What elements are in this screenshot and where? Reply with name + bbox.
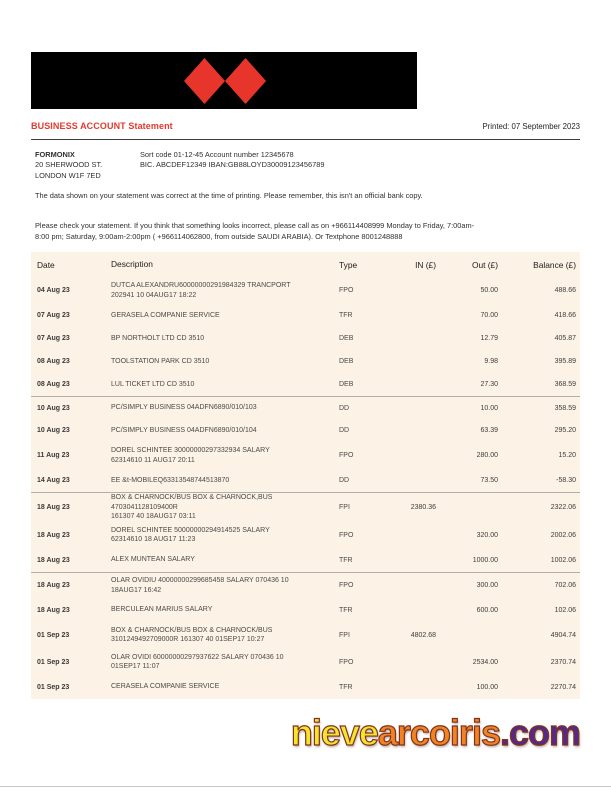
transaction-in-amount: 2380.36 bbox=[410, 503, 436, 511]
transaction-description-line1: ALEX MUNTEAN SALARY bbox=[111, 556, 195, 564]
transaction-description bbox=[111, 311, 333, 321]
transaction-out-amount: 300.00 bbox=[476, 582, 498, 590]
transaction-description-line2: 3101249492709000R 161307 40 01SEP17 10:27 bbox=[111, 636, 265, 644]
transaction-out-amount: 9.98 bbox=[484, 358, 498, 365]
table-row bbox=[31, 304, 580, 327]
transaction-balance: 295.20 bbox=[554, 427, 576, 434]
transaction-balance: 418.66 bbox=[554, 312, 576, 319]
title-divider bbox=[31, 139, 580, 140]
transaction-description-line2: 62314610 18 AUG17 11:23 bbox=[111, 536, 196, 544]
transaction-description bbox=[111, 576, 333, 595]
transaction-out-amount: 70.00 bbox=[480, 312, 498, 319]
account-address-line1: 20 SHERWOOD ST. bbox=[35, 160, 103, 170]
transaction-date: 04 Aug 23 bbox=[37, 287, 70, 294]
transaction-description bbox=[111, 403, 333, 413]
table-row bbox=[31, 676, 580, 699]
table-row bbox=[31, 469, 580, 492]
transaction-out-amount: 27.30 bbox=[480, 381, 498, 388]
transaction-type: TFR bbox=[339, 556, 353, 564]
table-row bbox=[31, 622, 580, 649]
transaction-balance: 405.87 bbox=[554, 335, 576, 342]
transaction-description bbox=[111, 281, 333, 300]
printed-date: Printed: 07 September 2023 bbox=[482, 122, 580, 131]
transaction-date: 11 Aug 23 bbox=[37, 452, 70, 459]
check-statement-line1: Please check your statement. If you think that something looks incorrect, please call as on +966114408999 Monday to Friday, 7:00am- bbox=[35, 221, 475, 230]
transaction-description-line1: TOOLSTATION PARK CD 3510 bbox=[111, 357, 210, 365]
transaction-type: FPO bbox=[339, 287, 354, 294]
transaction-balance: 395.89 bbox=[554, 358, 576, 365]
hsbc-hexagon-icon bbox=[184, 58, 266, 104]
transaction-type: TFR bbox=[339, 683, 353, 691]
transaction-date: 08 Aug 23 bbox=[37, 381, 70, 388]
transaction-type: FPI bbox=[339, 503, 350, 511]
transaction-date: 01 Sep 23 bbox=[37, 631, 70, 639]
transaction-description-line1: BOX & CHARNOCK/BUS BOX & CHARNOCK/BUS bbox=[111, 626, 273, 634]
transaction-description bbox=[111, 605, 333, 615]
transactions-header-row bbox=[31, 252, 580, 277]
transaction-out-amount: 50.00 bbox=[480, 287, 498, 294]
transaction-type: FPO bbox=[339, 582, 354, 590]
transaction-description-line1: OLAR OVIDIU 40000000299685458 SALARY 070436 10 bbox=[111, 577, 289, 585]
transaction-type: TFR bbox=[339, 312, 353, 319]
transaction-date: 01 Sep 23 bbox=[37, 683, 70, 691]
transaction-balance: 15.20 bbox=[558, 452, 576, 459]
transaction-description-line2: 62314610 11 AUG17 20:11 bbox=[111, 456, 195, 464]
column-header-date: Date bbox=[37, 259, 55, 270]
transaction-description bbox=[111, 357, 333, 367]
table-row bbox=[31, 442, 580, 469]
transaction-description-line1: CERASELA COMPANIE SERVICE bbox=[111, 683, 220, 691]
table-row bbox=[31, 549, 580, 572]
transaction-description-line2: 18AUG17 16:42 bbox=[111, 586, 162, 594]
transaction-description-line2: 202941 10 04AUG17 18:22 bbox=[111, 291, 197, 299]
account-holder-block bbox=[35, 150, 102, 181]
transaction-type: DEB bbox=[339, 381, 354, 388]
bic-iban: BIC. ABCDEF12349 IBAN:GB88LOYD30009123456789 bbox=[140, 160, 325, 170]
transaction-description-line1: DUTCA ALEXANDRU60000000291984329 TRANCPORT bbox=[111, 281, 291, 289]
transaction-type: DD bbox=[339, 404, 350, 412]
transaction-description-line2: 161307 40 18AUG17 03:11 bbox=[111, 513, 196, 521]
transaction-description bbox=[111, 334, 333, 344]
transaction-balance: 358.59 bbox=[554, 404, 576, 412]
transaction-balance: 702.06 bbox=[554, 582, 576, 590]
transaction-out-amount: 280.00 bbox=[476, 452, 498, 459]
transaction-description-line1: BOX & CHARNOCK/BUS BOX & CHARNOCK,BUS 4703041128109400R bbox=[111, 494, 273, 511]
transaction-date: 08 Aug 23 bbox=[37, 358, 70, 365]
table-row bbox=[31, 492, 580, 522]
account-address-line2: LONDON W1F 7ED bbox=[35, 170, 101, 180]
transaction-description-line1: BP NORTHOLT LTD CD 3510 bbox=[111, 334, 205, 342]
transaction-balance: 2002.06 bbox=[550, 531, 576, 539]
transaction-date: 01 Sep 23 bbox=[37, 658, 70, 666]
transaction-type: FPI bbox=[339, 631, 350, 639]
transaction-out-amount: 10.00 bbox=[480, 404, 498, 412]
transactions-table bbox=[31, 252, 580, 699]
transaction-out-amount: 73.50 bbox=[480, 477, 498, 484]
transaction-out-amount: 320.00 bbox=[476, 531, 498, 539]
page-title: BUSINESS ACCOUNT Statement bbox=[31, 121, 173, 131]
transaction-description bbox=[111, 682, 333, 692]
transaction-balance: 488.66 bbox=[554, 287, 576, 294]
transaction-date: 18 Aug 23 bbox=[37, 606, 70, 614]
transaction-description-line1: PC/SIMPLY BUSINESS 04ADFN6890/010/103 bbox=[111, 404, 257, 412]
data-correct-notice: The data shown on your statement was correct at the time of printing. Please remember, this isn't an official bank copy. bbox=[35, 191, 423, 200]
transaction-description-line1: LUL TICKET LTD CD 3510 bbox=[111, 380, 195, 388]
transaction-balance: 2370.74 bbox=[550, 658, 576, 666]
transaction-description-line1: PC/SIMPLY BUSINESS 04ADFN6890/010/104 bbox=[111, 426, 257, 434]
transaction-balance: -58.30 bbox=[556, 477, 576, 484]
transaction-out-amount: 100.00 bbox=[476, 683, 498, 691]
transaction-balance: 102.06 bbox=[554, 606, 576, 614]
transaction-description bbox=[111, 426, 333, 436]
transaction-type: FPO bbox=[339, 452, 354, 459]
transactions-body bbox=[31, 277, 580, 699]
sort-code-account-number: Sort code 01-12-45 Account number 12345678 bbox=[140, 150, 294, 159]
table-row bbox=[31, 327, 580, 350]
transaction-out-amount: 63.39 bbox=[480, 427, 498, 434]
bank-codes-block bbox=[140, 150, 324, 171]
transaction-description bbox=[111, 380, 333, 390]
transaction-out-amount: 2534.00 bbox=[472, 658, 498, 666]
transaction-type: DEB bbox=[339, 358, 354, 365]
column-header-out: Out (£) bbox=[471, 259, 498, 270]
transaction-description bbox=[111, 555, 333, 565]
transaction-balance: 1002.06 bbox=[550, 556, 576, 564]
transaction-out-amount: 12.79 bbox=[480, 335, 498, 342]
table-row bbox=[31, 522, 580, 549]
column-header-in: IN (£) bbox=[415, 259, 436, 270]
site-watermark bbox=[291, 712, 580, 754]
transaction-type: FPO bbox=[339, 658, 354, 666]
transaction-description-line2: 01SEP17 11:07 bbox=[111, 663, 160, 671]
transaction-description-line1: BERCULEAN MARIUS SALARY bbox=[111, 606, 213, 614]
transaction-balance: 368.59 bbox=[554, 381, 576, 388]
transaction-description bbox=[111, 526, 333, 545]
transaction-description-line1: GERASELA COMPANIE SERVICE bbox=[111, 311, 220, 319]
watermark-part2: arcoiris bbox=[377, 712, 500, 753]
check-statement-line2: 8:00 pm; Saturday, 9:00am-2:00pm ( +966114062800, from outside SAUDI ARABIA). Or Textphone 8001248888 bbox=[35, 232, 403, 241]
transaction-type: DEB bbox=[339, 335, 354, 342]
transaction-type: FPO bbox=[339, 531, 354, 539]
transaction-date: 18 Aug 23 bbox=[37, 531, 70, 539]
column-header-description: Description bbox=[111, 258, 153, 269]
transaction-description bbox=[111, 626, 333, 645]
table-row bbox=[31, 373, 580, 396]
statement-title-row bbox=[31, 121, 580, 131]
transaction-description bbox=[111, 476, 333, 486]
watermark-part1: nieve bbox=[290, 712, 378, 753]
transaction-date: 10 Aug 23 bbox=[37, 404, 70, 412]
transaction-date: 07 Aug 23 bbox=[37, 312, 70, 319]
transaction-description-line1: DOREL SCHINTEE 30000000297332934 SALARY bbox=[111, 446, 270, 454]
transaction-description bbox=[111, 493, 333, 522]
transaction-balance: 4904.74 bbox=[550, 631, 576, 639]
table-row bbox=[31, 277, 580, 304]
watermark-part3: .com bbox=[499, 712, 580, 753]
transaction-in-amount: 4802.68 bbox=[410, 631, 436, 639]
bottom-page-divider bbox=[0, 786, 611, 787]
transaction-date: 18 Aug 23 bbox=[37, 556, 70, 564]
bank-logo-banner bbox=[31, 52, 417, 109]
transaction-description-line1: OLAR OVIDI 60000000297937622 SALARY 070436 10 bbox=[111, 653, 284, 661]
transaction-date: 18 Aug 23 bbox=[37, 503, 70, 511]
column-header-balance: Balance (£) bbox=[533, 259, 576, 270]
table-row bbox=[31, 649, 580, 676]
transaction-balance: 2322.06 bbox=[550, 503, 576, 511]
transaction-type: TFR bbox=[339, 606, 353, 614]
transaction-out-amount: 600.00 bbox=[476, 606, 498, 614]
transaction-description bbox=[111, 446, 333, 465]
account-holder-name: FORMONIX bbox=[35, 150, 75, 159]
transaction-date: 07 Aug 23 bbox=[37, 335, 70, 342]
table-row bbox=[31, 599, 580, 622]
table-row bbox=[31, 396, 580, 419]
transaction-type: DD bbox=[339, 427, 350, 434]
transaction-date: 18 Aug 23 bbox=[37, 582, 70, 590]
column-header-type: Type bbox=[339, 259, 358, 270]
table-row bbox=[31, 350, 580, 373]
check-statement-notice bbox=[35, 220, 580, 242]
transaction-balance: 2270.74 bbox=[550, 683, 576, 691]
transaction-date: 14 Aug 23 bbox=[37, 477, 70, 484]
transaction-out-amount: 1000.00 bbox=[472, 556, 498, 564]
transaction-type: DD bbox=[339, 477, 350, 484]
transaction-date: 10 Aug 23 bbox=[37, 427, 70, 434]
transaction-description-line1: EE &t-MOBILEQ63313548744513870 bbox=[111, 476, 230, 484]
transaction-description-line1: DOREL SCHINTEE 50000000294914525 SALARY bbox=[111, 526, 270, 534]
transaction-description bbox=[111, 653, 333, 672]
table-row bbox=[31, 572, 580, 599]
table-row bbox=[31, 419, 580, 442]
